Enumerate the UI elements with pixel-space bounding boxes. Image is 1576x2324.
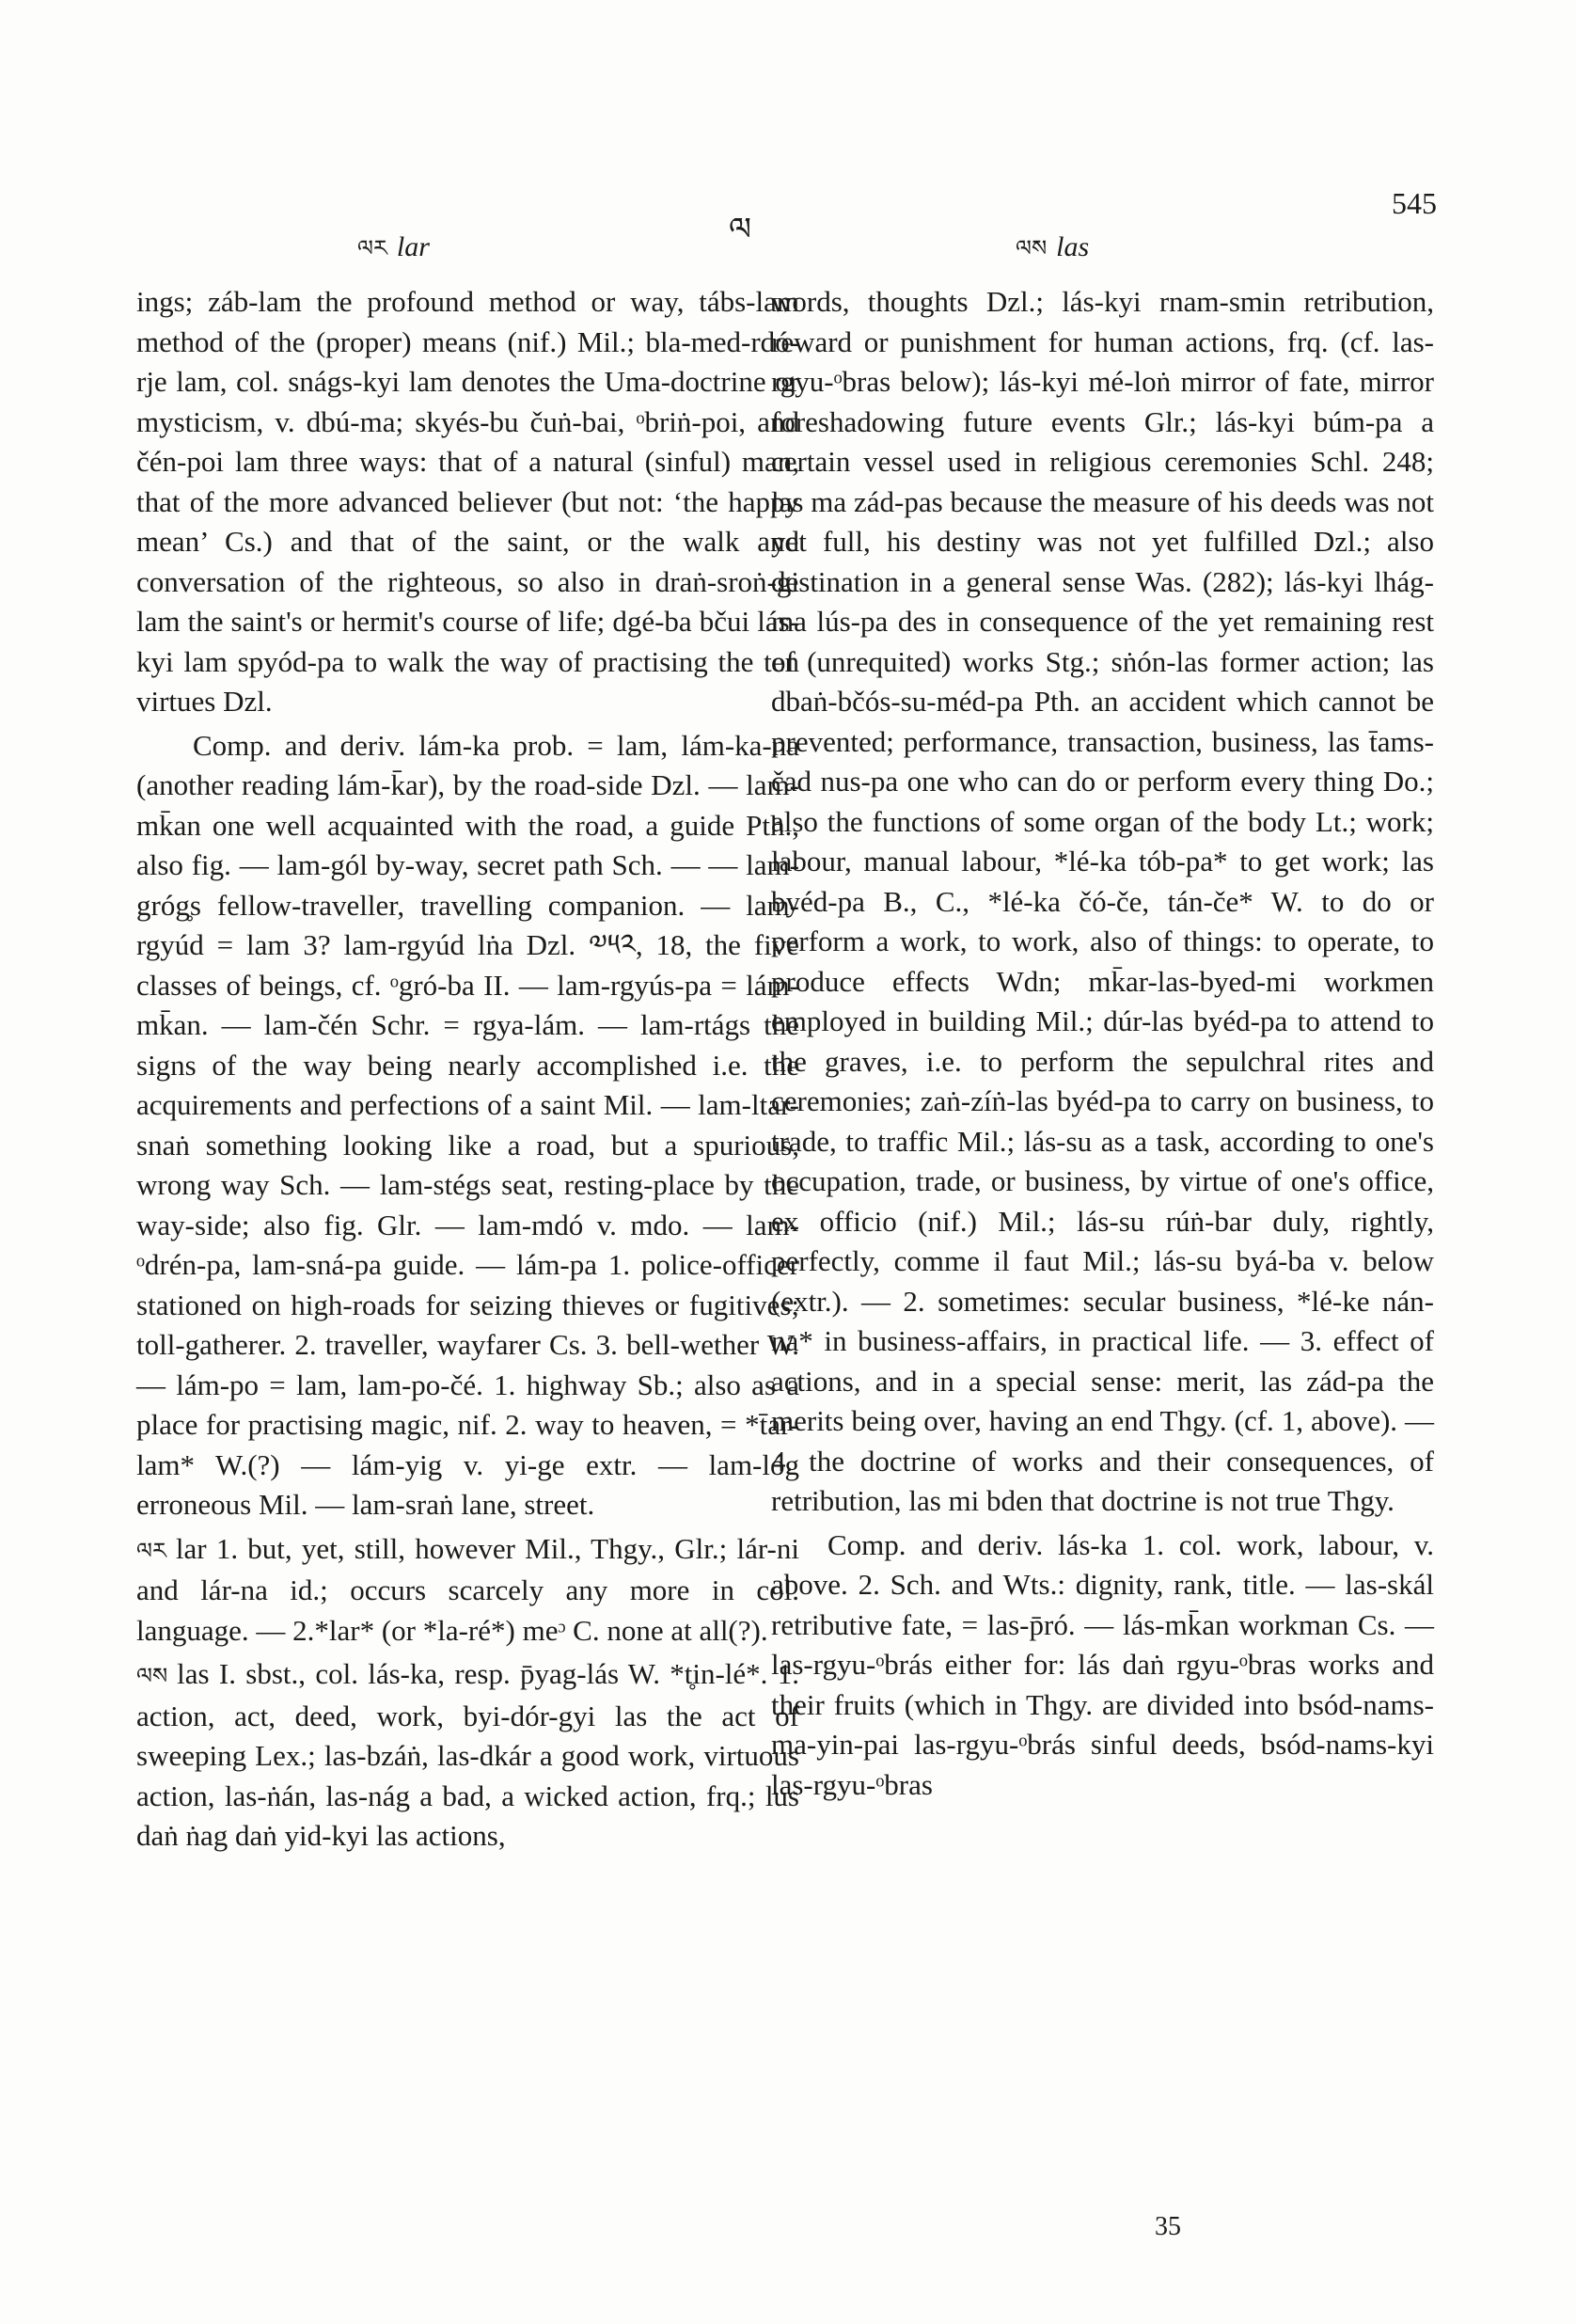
entry-las-tibetan: ལས [136,1663,168,1689]
right-column [771,282,1434,1805]
header-right-tibetan: ལས [1016,235,1048,261]
header-right-word: las [1056,231,1090,262]
header-left-tibetan: ལར [357,235,387,261]
header-left-guideword [357,224,430,287]
page-header [0,179,1576,263]
entry-lar [136,1529,799,1652]
header-left-word: lar [396,231,430,262]
header-right-guideword [1016,224,1089,287]
left-column [136,282,799,1857]
entry-las [136,1654,799,1857]
page-number: 545 [1392,186,1437,220]
entry-lar-text: lar 1. but, yet, still, however Mil., Thgy., Glr.; lár-ni and lár-na id.; occurs scarcely any more in col. language. — 2.*lar* (or *la-ré*) meᵓ C. none at all(?). [136,1531,799,1647]
left-paragraph-1: ings; záb-lam the profound method or way, tábs-lam method of the (proper) means (nif.) Mil.; bla-med-rdó-rje lam, col. snágs-kyi lam denotes the Uma-doctrine or mysticism, v. dbú-ma; skyés-bu čuṅ-bai, ᵒbriṅ-poi, and čén-poi lam three ways: that of a natural (sinful) man, that of the more advanced believer (but not: ‘the happy mean’ Cs.) and that of the saint, or the walk and conversation of the righteous, so also in draṅ-sroṅ-gi lam the saint's or hermit's course of life; dgé-ba bčui lás-kyi lam spyód-pa to walk the way of practising the ten virtues Dzl. [136,285,799,718]
left-paragraph-2: Comp. and deriv. lám-ka prob. = lam, lám-ka-na (another reading lám-k̄ar), by the road-side Dzl. — lam-mk̄an one well acquainted with the road, a guide Pth., also fig. — lam-gól by-way, secret path Sch. — — lam-gróg̥s fellow-traveller, travelling companion. — lam-rgyúd = lam 3? lam-rgyúd lṅa Dzl. ༧༥༢, 18, the five classes of beings, cf. ᵒgró-ba II. — lam-rgyús-pa = lám-mk̄an. — lam-čén Schr. = rgya-lám. — lam-rtágs the signs of the way being nearly accomplished i.e. the acquirements and perfections of a saint Mil. — lam-ltar-snaṅ something looking like a road, but a spurious, wrong way Sch. — lam-stégs seat, resting-place by the way-side; also fig. Glr. — lam-mdó v. mdo. — lam-ᵒdrén-pa, lam-sná-pa guide. — lám-pa 1. police-officer stationed on high-roads for seizing thieves or fugitives; toll-gatherer. 2. traveller, wayfarer Cs. 3. bell-wether W. — lám-po = lam, lam-po-čé. 1. highway Sb.; also as a place for practising magic, nif. 2. way to heaven, = *t̄ar-lam* W.(?) — lám-yig v. yi-ge extr. — lam-lóg erroneous Mil. — lam-sraṅ lane, street. [136,728,799,1521]
entry-lar-tibetan: ལར [136,1537,166,1564]
entry-las-text: las I. sbst., col. lás-ka, resp. p̄yag-lás W. *t̥in-lé*. 1. action, act, deed, work, byi-dór-gyi las the act of sweeping Lex.; las-bzáṅ, las-dkár a good work, virtuous action, las-ṅán, las-nág a bad, a wicked action, frq.; lus daṅ ṅag daṅ yid-kyi las actions, [136,1657,799,1852]
header-center-letter: ལ [729,213,752,247]
right-paragraph-1: words, thoughts Dzl.; lás-kyi rnam-smin retribution, reward or punishment for human actions, frq. (cf. las-rgyu-ᵒbras below); lás-kyi mé-loṅ mirror of fate, mirror foreshadowing future events Glr.; lás-kyi búm-pa a certain vessel used in religious ceremonies Schl. 248; las ma zád-pas because the measure of his deeds was not yet full, his destiny was not yet fulfilled Dzl.; also destination in a general sense Was. (282); lás-kyi lhág-ma lús-pa des in consequence of the yet remaining rest of (unrequited) works Stg.; sṅón-las former action; las dbaṅ-bčós-su-méd-pa Pth. an accident which cannot be prevented; performance, transaction, business, las t̄ams-čad nus-pa one who can do or perform every thing Do.; also the functions of some organ of the body Lt.; work; labour, manual labour, *lé-ka tób-pa* to get work; las byéd-pa B., C., *lé-ka čó-če, tán-če* W. to do or perform a work, to work, also of things: to operate, to produce effects Wdn; mk̄ar-las-byed-mi workmen employed in building Mil.; dúr-las byéd-pa to attend to the graves, i.e. to perform the sepulchral rites and ceremonies; zaṅ-zíṅ-las byéd-pa to carry on business, to trade, to traffic Mil.; lás-su as a task, according to one's occupation, trade, or business, by virtue of one's office, ex officio (nif.) Mil.; lás-su rúṅ-bar duly, rightly, perfectly, comme il faut Mil.; lás-su byá-ba v. below (extr.). — 2. sometimes: secular business, *lé-ke nán-na* in business-affairs, in practical life. — 3. effect of actions, and in a special sense: merit, las zád-pa the merits being over, having an end Thgy. (cf. 1, above). — 4. the doctrine of works and their consequences, of retribution, las mi bden that doctrine is not true Thgy. [771,285,1434,1517]
signature-mark: 35 [1155,2212,1181,2241]
right-paragraph-2: Comp. and deriv. lás-ka 1. col. work, labour, v. above. 2. Sch. and Wts.: dignity, rank, title. — las-skál retributive fate, = las-p̄ró. — lás-mk̄an workman Cs. — las-rgyu-ᵒbrás either for: lás daṅ rgyu-ᵒbras works and their fruits (which in Thgy. are divided into bsód-nams-ma-yin-pai las-rgyu-ᵒbrás sinful deeds, bsód-nams-kyi las-rgyu-ᵒbras [771,1527,1434,1801]
